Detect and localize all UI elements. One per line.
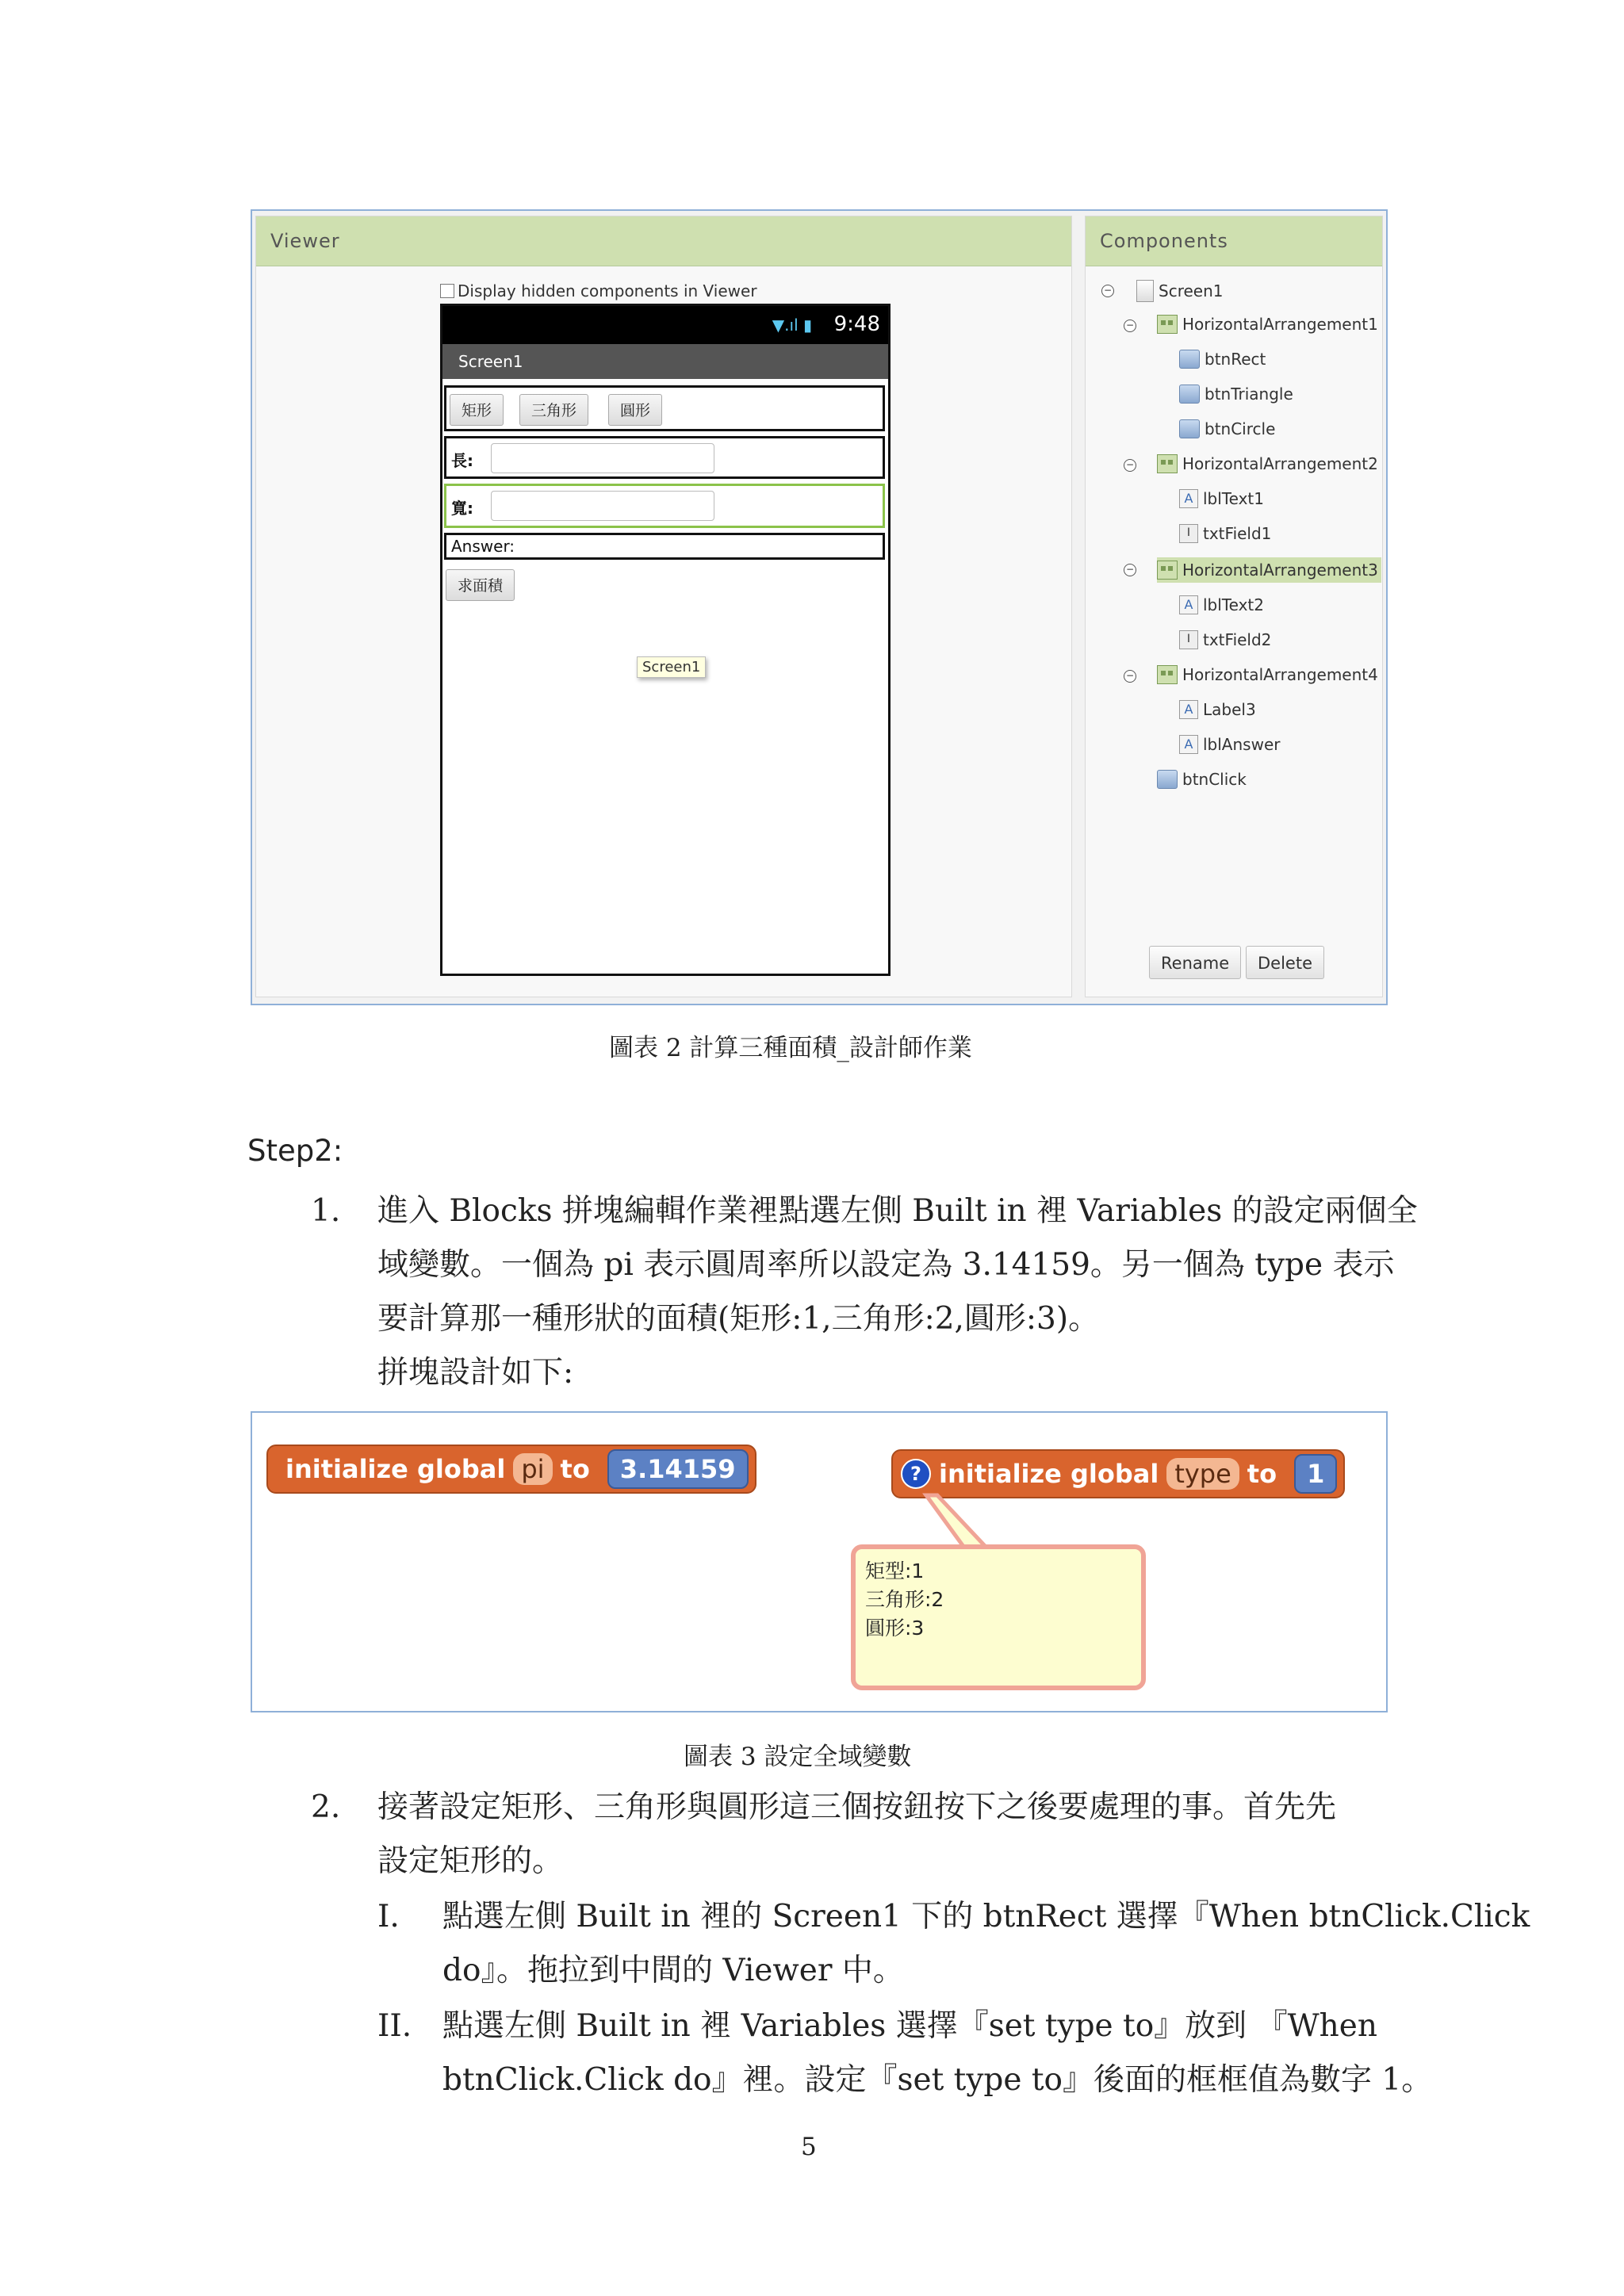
sub-item-line: 點選左側 Built in 裡 Variables 選擇『set type to』放到 『When bbox=[442, 2008, 1377, 2044]
list1-number: 1. bbox=[311, 1193, 341, 1229]
harr-icon bbox=[1157, 665, 1178, 684]
width-label: 寬: bbox=[451, 499, 473, 518]
circle-button[interactable]: 圓形 bbox=[608, 394, 662, 426]
list1-line: 域變數。一個為 pi 表示圓周率所以設定為 3.14159。另一個為 type 表示 bbox=[377, 1247, 1395, 1283]
tree-harr2[interactable]: HorizontalArrangement2 bbox=[1157, 454, 1378, 473]
button-icon bbox=[1179, 385, 1200, 404]
collapse-harr1-icon[interactable]: − bbox=[1124, 320, 1136, 332]
phone-preview bbox=[440, 304, 891, 976]
screen-icon bbox=[1136, 280, 1154, 302]
tree-txtfield2[interactable]: I txtField2 bbox=[1179, 630, 1271, 649]
list1-line: 拼塊設計如下: bbox=[377, 1355, 574, 1391]
collapse-harr4-icon[interactable]: − bbox=[1124, 670, 1136, 683]
init-pi-block[interactable] bbox=[266, 1445, 756, 1494]
comment-line: 圓形:3 bbox=[865, 1617, 925, 1640]
tree-btntriangle[interactable]: btnTriangle bbox=[1179, 385, 1293, 404]
tree-lbltext1[interactable]: A lblText1 bbox=[1179, 489, 1264, 508]
textbox-icon: I bbox=[1179, 630, 1198, 649]
rename-button[interactable]: Rename bbox=[1149, 946, 1241, 979]
sub-item-2-text bbox=[442, 1999, 1432, 2107]
init-pi-prefix: initialize global bbox=[285, 1454, 506, 1484]
comment-line: 矩型:1 bbox=[865, 1559, 925, 1582]
figure3-caption: 圖表 3 設定全域變數 bbox=[684, 1743, 912, 1771]
init-type-prefix: initialize global bbox=[939, 1459, 1159, 1489]
list1-line: 進入 Blocks 拼塊編輯作業裡點選左側 Built in 裡 Variables 的設定兩個全 bbox=[377, 1193, 1418, 1229]
harr-icon bbox=[1157, 561, 1178, 580]
calc-area-button[interactable]: 求面積 bbox=[446, 569, 515, 601]
figure-designer-screenshot bbox=[251, 209, 1388, 1005]
type-value[interactable]: 1 bbox=[1294, 1454, 1337, 1494]
figure2-caption: 圖表 2 計算三種面積_設計師作業 bbox=[609, 1034, 972, 1062]
sub-item-line: do』。拖拉到中間的 Viewer 中。 bbox=[442, 1953, 904, 1988]
sub-item-1-text bbox=[442, 1890, 1530, 1998]
harr-icon bbox=[1157, 315, 1178, 334]
tree-btnclick[interactable]: btnClick bbox=[1157, 770, 1247, 789]
phone-length-row bbox=[444, 436, 885, 479]
init-type-to: to bbox=[1247, 1459, 1277, 1489]
label-icon: A bbox=[1179, 700, 1198, 719]
collapse-harr3-icon[interactable]: − bbox=[1124, 564, 1136, 576]
pi-value[interactable]: 3.14159 bbox=[607, 1449, 749, 1489]
sub-item-line: 點選左側 Built in 裡的 Screen1 下的 btnRect 選擇『When btnClick.Click bbox=[442, 1899, 1530, 1934]
tree-btnrect[interactable]: btnRect bbox=[1179, 350, 1266, 369]
phone-time: 9:48 bbox=[833, 312, 880, 336]
comment-line: 三角形:2 bbox=[865, 1588, 944, 1611]
length-label: 長: bbox=[451, 451, 473, 470]
phone-screen-title: Screen1 bbox=[442, 344, 888, 379]
label-icon: A bbox=[1179, 735, 1198, 754]
phone-width-row bbox=[444, 484, 885, 528]
list1-text bbox=[377, 1184, 1418, 1400]
textbox-icon: I bbox=[1179, 524, 1198, 543]
length-input[interactable] bbox=[491, 443, 714, 473]
answer-label: Answer: bbox=[451, 537, 515, 556]
label-icon: A bbox=[1179, 595, 1198, 614]
tree-harr1[interactable]: HorizontalArrangement1 bbox=[1157, 315, 1378, 334]
sub-item-2-numeral: II. bbox=[377, 2008, 412, 2044]
tree-txtfield1[interactable]: I txtField1 bbox=[1179, 524, 1271, 543]
sub-item-1-numeral: I. bbox=[377, 1899, 400, 1934]
rect-button[interactable]: 矩形 bbox=[450, 394, 504, 426]
phone-answer-row bbox=[444, 533, 885, 560]
display-hidden-label: Display hidden components in Viewer bbox=[458, 281, 757, 300]
step-heading: Step2: bbox=[247, 1134, 343, 1168]
harr-icon bbox=[1157, 454, 1178, 473]
type-var-name[interactable]: type bbox=[1166, 1458, 1239, 1490]
viewer-title: Viewer bbox=[256, 216, 1071, 266]
viewer-panel bbox=[255, 216, 1072, 997]
tree-lbltext2[interactable]: A lblText2 bbox=[1179, 595, 1264, 614]
tree-btncircle[interactable]: btnCircle bbox=[1179, 419, 1275, 438]
components-title: Components bbox=[1086, 216, 1382, 266]
comment-bubble[interactable] bbox=[851, 1544, 1146, 1690]
collapse-harr2-icon[interactable]: − bbox=[1124, 459, 1136, 472]
init-type-block[interactable] bbox=[891, 1449, 1345, 1498]
list2-line: 接著設定矩形、三角形與圓形這三個按鈕按下之後要處理的事。首先先 bbox=[377, 1789, 1337, 1825]
delete-button[interactable]: Delete bbox=[1246, 946, 1324, 979]
phone-button-row bbox=[444, 385, 885, 431]
phone-status-bar bbox=[442, 306, 888, 344]
sub-item-line: btnClick.Click do』裡。設定『set type to』後面的框框值為數字 1。 bbox=[442, 2062, 1433, 2098]
collapse-screen-icon[interactable]: − bbox=[1101, 285, 1114, 297]
triangle-button[interactable]: 三角形 bbox=[519, 394, 588, 426]
figure-blocks-screenshot bbox=[251, 1411, 1388, 1712]
page-number: 5 bbox=[801, 2133, 817, 2161]
list2-number: 2. bbox=[311, 1789, 341, 1825]
display-hidden-row[interactable] bbox=[440, 281, 757, 300]
display-hidden-checkbox[interactable] bbox=[440, 284, 454, 298]
width-input[interactable] bbox=[491, 491, 714, 521]
button-icon bbox=[1179, 350, 1200, 369]
pi-var-name[interactable]: pi bbox=[513, 1453, 552, 1485]
signal-battery-icon: ▼.ıl ▮ bbox=[772, 316, 812, 335]
button-icon bbox=[1179, 419, 1200, 438]
tree-lblanswer[interactable]: A lblAnswer bbox=[1179, 735, 1280, 754]
screen-tooltip: Screen1 bbox=[637, 656, 706, 678]
list2-line: 設定矩形的。 bbox=[377, 1843, 564, 1879]
label-icon: A bbox=[1179, 489, 1198, 508]
help-icon[interactable]: ? bbox=[901, 1459, 931, 1489]
list1-line: 要計算那一種形狀的面積(矩形:1,三角形:2,圓形:3)。 bbox=[377, 1301, 1100, 1337]
tree-harr4[interactable]: HorizontalArrangement4 bbox=[1157, 665, 1378, 684]
list2-text bbox=[377, 1781, 1336, 1888]
tree-screen1[interactable]: Screen1 bbox=[1136, 280, 1223, 302]
components-panel bbox=[1085, 216, 1383, 997]
init-pi-to: to bbox=[560, 1454, 590, 1484]
tree-harr3[interactable]: HorizontalArrangement3 bbox=[1157, 557, 1381, 583]
button-icon bbox=[1157, 770, 1178, 789]
tree-label3[interactable]: A Label3 bbox=[1179, 700, 1256, 719]
